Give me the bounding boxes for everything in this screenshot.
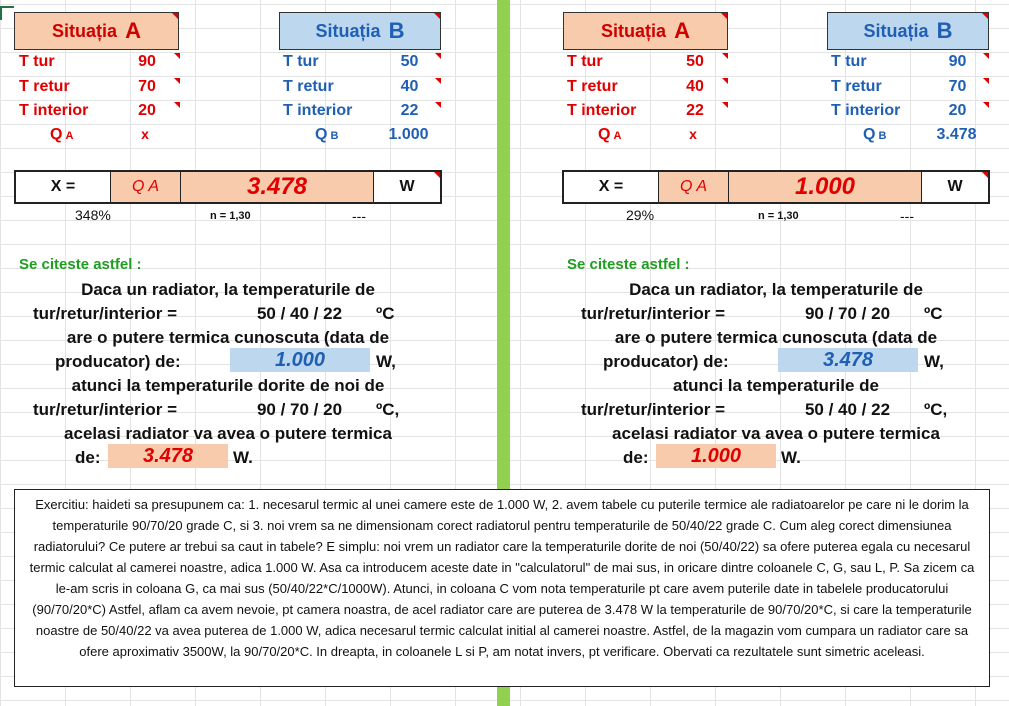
left-a-t-interior-label: T interior: [19, 102, 89, 119]
situatia-a-letter: A: [674, 18, 690, 43]
right-a-t-tur-value[interactable]: 50: [662, 53, 728, 73]
situatia-b-letter: B: [388, 18, 405, 43]
x-equals-label: X =: [16, 172, 111, 202]
left-line1: Daca un radiator, la temperaturile de: [81, 280, 375, 299]
right-a-t-retur-label: T retur: [567, 78, 618, 95]
left-result-box: [14, 170, 442, 204]
result-value[interactable]: 1.000: [729, 172, 922, 202]
left-a-t-tur-value[interactable]: 90: [114, 53, 180, 73]
qa-label: Q A: [659, 172, 729, 202]
right-a-t-retur-value[interactable]: 40: [662, 78, 728, 98]
right-line8-unit: W.: [781, 448, 801, 467]
left-situatia-a-header[interactable]: [14, 12, 179, 50]
right-a-t-tur-label: T tur: [567, 53, 603, 70]
exercise-textbox[interactable]: Exercitiu: haideti sa presupunem ca: 1. necesarul termic al unei camere este de 1.000 W, 2. avem tabele cu puterile termice ale radiatoarelor pe care ni le dorim la temperaturile 90/70/20 grade C, si 3. noi vrem sa ne dimensionam corect radiatorul pentru temperaturile de 50/40/22 grade C. Cum aleg corect dimensiunea radiatorului? Ce putere ar trebui sa caut in tabele? E simplu: noi vrem un radiator care la temperaturile dorite de noi (50/40/22) sa ofere puterea egala cu necesarul termic calculat al camerei noastre, adica 1.000 W. Asa ca introducem aceste date in "calculatorul" de mai sus, in oricare dintre coloanele C, G, sau L, P. Sa zicem ca le-am scris in coloana G, ca mai sus (50/40/22*C/1000W). Atunci, in coloana C vom nota temperaturile pt care avem puterile date in tabelele producatorului (90/70/20*C) Astfel, aflam ca avem nevoie, pt camera noastra, de acel radiator care are puterea de 3.478 W la temperaturile de 90/70/20*C, si care la temperaturile noastre de 50/40/22 va avea puterea de 1.000 W, adica necesarul termic calculat initial al camerei noastre. Astfel, de la magazin vom cumpara un radiator care sa ofere aproximativ 3500W, la 90/70/20*C. In dreapta, in coloanele L si P, am notat invers, pt verificare. Obervati ca rezultatele sunt simetric aceleasi.: [14, 489, 990, 687]
left-percent: 348%: [75, 207, 111, 223]
left-line6-unit: ºC,: [376, 400, 400, 419]
left-dashes: ---: [352, 208, 366, 224]
left-a-q-label: [50, 126, 73, 144]
left-b-t-tur-label: T tur: [283, 53, 319, 70]
situatia-a-letter: A: [125, 18, 141, 43]
cell-cursor[interactable]: [0, 6, 14, 20]
left-line6-label: tur/retur/interior =: [33, 400, 178, 419]
left-b-t-interior-label: T interior: [283, 102, 353, 119]
left-line4-unit: W,: [376, 352, 396, 371]
right-line7: acelasi radiator va avea o putere termica: [612, 424, 940, 443]
left-b-t-retur-label: T retur: [283, 78, 334, 95]
right-situatia-b-header[interactable]: [827, 12, 989, 50]
left-line5: atunci la temperaturile dorite de noi de: [71, 376, 385, 395]
situatia-b-title: Situația: [863, 20, 929, 41]
right-b-q-label: [863, 126, 886, 144]
left-line8-value[interactable]: 3.478: [108, 444, 228, 468]
left-b-q-value[interactable]: 1.000: [388, 126, 429, 143]
left-line2-unit: ºC: [376, 304, 395, 323]
right-n-label: n = 1,30: [758, 210, 799, 222]
right-percent: 29%: [626, 207, 655, 223]
right-line3: are o putere termica cunoscuta (data de: [614, 328, 938, 347]
situatia-b-title: Situația: [315, 20, 381, 41]
q-subscript: B: [878, 130, 887, 142]
x-equals-label: X =: [564, 172, 659, 202]
left-line2-value[interactable]: 50 / 40 / 22: [256, 304, 343, 323]
left-line8-unit: W.: [233, 448, 253, 467]
right-line8-value[interactable]: 1.000: [656, 444, 776, 468]
right-reads-header: Se citeste astfel :: [567, 256, 690, 273]
right-line4-label: producator) de:: [603, 352, 729, 371]
left-a-q-value[interactable]: x: [141, 126, 149, 142]
right-b-t-interior-value[interactable]: 20: [926, 102, 989, 122]
q-letter: Q: [863, 126, 876, 143]
left-b-q-label: [315, 126, 338, 144]
right-dashes: ---: [900, 208, 914, 224]
qa-label: Q A: [111, 172, 181, 202]
situatia-a-title: Situația: [52, 20, 118, 41]
left-line6-value[interactable]: 90 / 70 / 20: [256, 400, 343, 419]
q-letter: Q: [315, 126, 328, 143]
left-b-t-interior-value[interactable]: 22: [378, 102, 441, 122]
right-b-t-interior-label: T interior: [831, 102, 901, 119]
left-line3: are o putere termica cunoscuta (data de: [66, 328, 390, 347]
right-line6-value[interactable]: 50 / 40 / 22: [804, 400, 891, 419]
right-line2-label: tur/retur/interior =: [581, 304, 726, 323]
right-line4-unit: W,: [924, 352, 944, 371]
right-line2-value[interactable]: 90 / 70 / 20: [804, 304, 891, 323]
result-value[interactable]: 3.478: [181, 172, 374, 202]
left-a-t-retur-label: T retur: [19, 78, 70, 95]
left-situatia-b-header[interactable]: [279, 12, 441, 50]
right-situatia-a-header[interactable]: [563, 12, 728, 50]
right-a-t-interior-value[interactable]: 22: [662, 102, 728, 122]
result-unit: W: [374, 172, 440, 202]
right-line2-unit: ºC: [924, 304, 943, 323]
left-line4-label: producator) de:: [55, 352, 181, 371]
q-subscript: A: [65, 130, 74, 142]
right-result-box: [562, 170, 990, 204]
left-b-t-retur-value[interactable]: 40: [378, 78, 441, 98]
q-subscript: B: [330, 130, 339, 142]
right-line6-label: tur/retur/interior =: [581, 400, 726, 419]
left-b-t-tur-value[interactable]: 50: [378, 53, 441, 73]
right-b-q-value[interactable]: 3.478: [936, 126, 977, 143]
right-b-t-retur-label: T retur: [831, 78, 882, 95]
left-line2-label: tur/retur/interior =: [33, 304, 178, 323]
right-line8-label: de:: [623, 448, 649, 467]
left-reads-header: Se citeste astfel :: [19, 256, 142, 273]
left-n-label: n = 1,30: [210, 210, 251, 222]
q-letter: Q: [50, 126, 63, 143]
right-line5: atunci la temperaturile de: [673, 376, 879, 395]
right-line1: Daca un radiator, la temperaturile de: [629, 280, 923, 299]
situatia-b-letter: B: [936, 18, 953, 43]
left-line8-label: de:: [75, 448, 101, 467]
left-line4-value[interactable]: 1.000: [230, 348, 370, 372]
right-a-q-label: [598, 126, 621, 144]
right-line4-value[interactable]: 3.478: [778, 348, 918, 372]
right-b-t-tur-label: T tur: [831, 53, 867, 70]
situatia-a-title: Situația: [601, 20, 667, 41]
right-a-t-interior-label: T interior: [567, 102, 637, 119]
right-b-t-tur-value[interactable]: 90: [926, 53, 989, 73]
right-a-q-value[interactable]: x: [689, 126, 697, 142]
right-b-t-retur-value[interactable]: 70: [926, 78, 989, 98]
left-a-t-interior-value[interactable]: 20: [114, 102, 180, 122]
left-line7: acelasi radiator va avea o putere termica: [64, 424, 392, 443]
right-line6-unit: ºC,: [924, 400, 948, 419]
q-letter: Q: [598, 126, 611, 143]
left-a-t-tur-label: T tur: [19, 53, 55, 70]
q-subscript: A: [613, 130, 622, 142]
left-a-t-retur-value[interactable]: 70: [114, 78, 180, 98]
result-unit: W: [922, 172, 988, 202]
